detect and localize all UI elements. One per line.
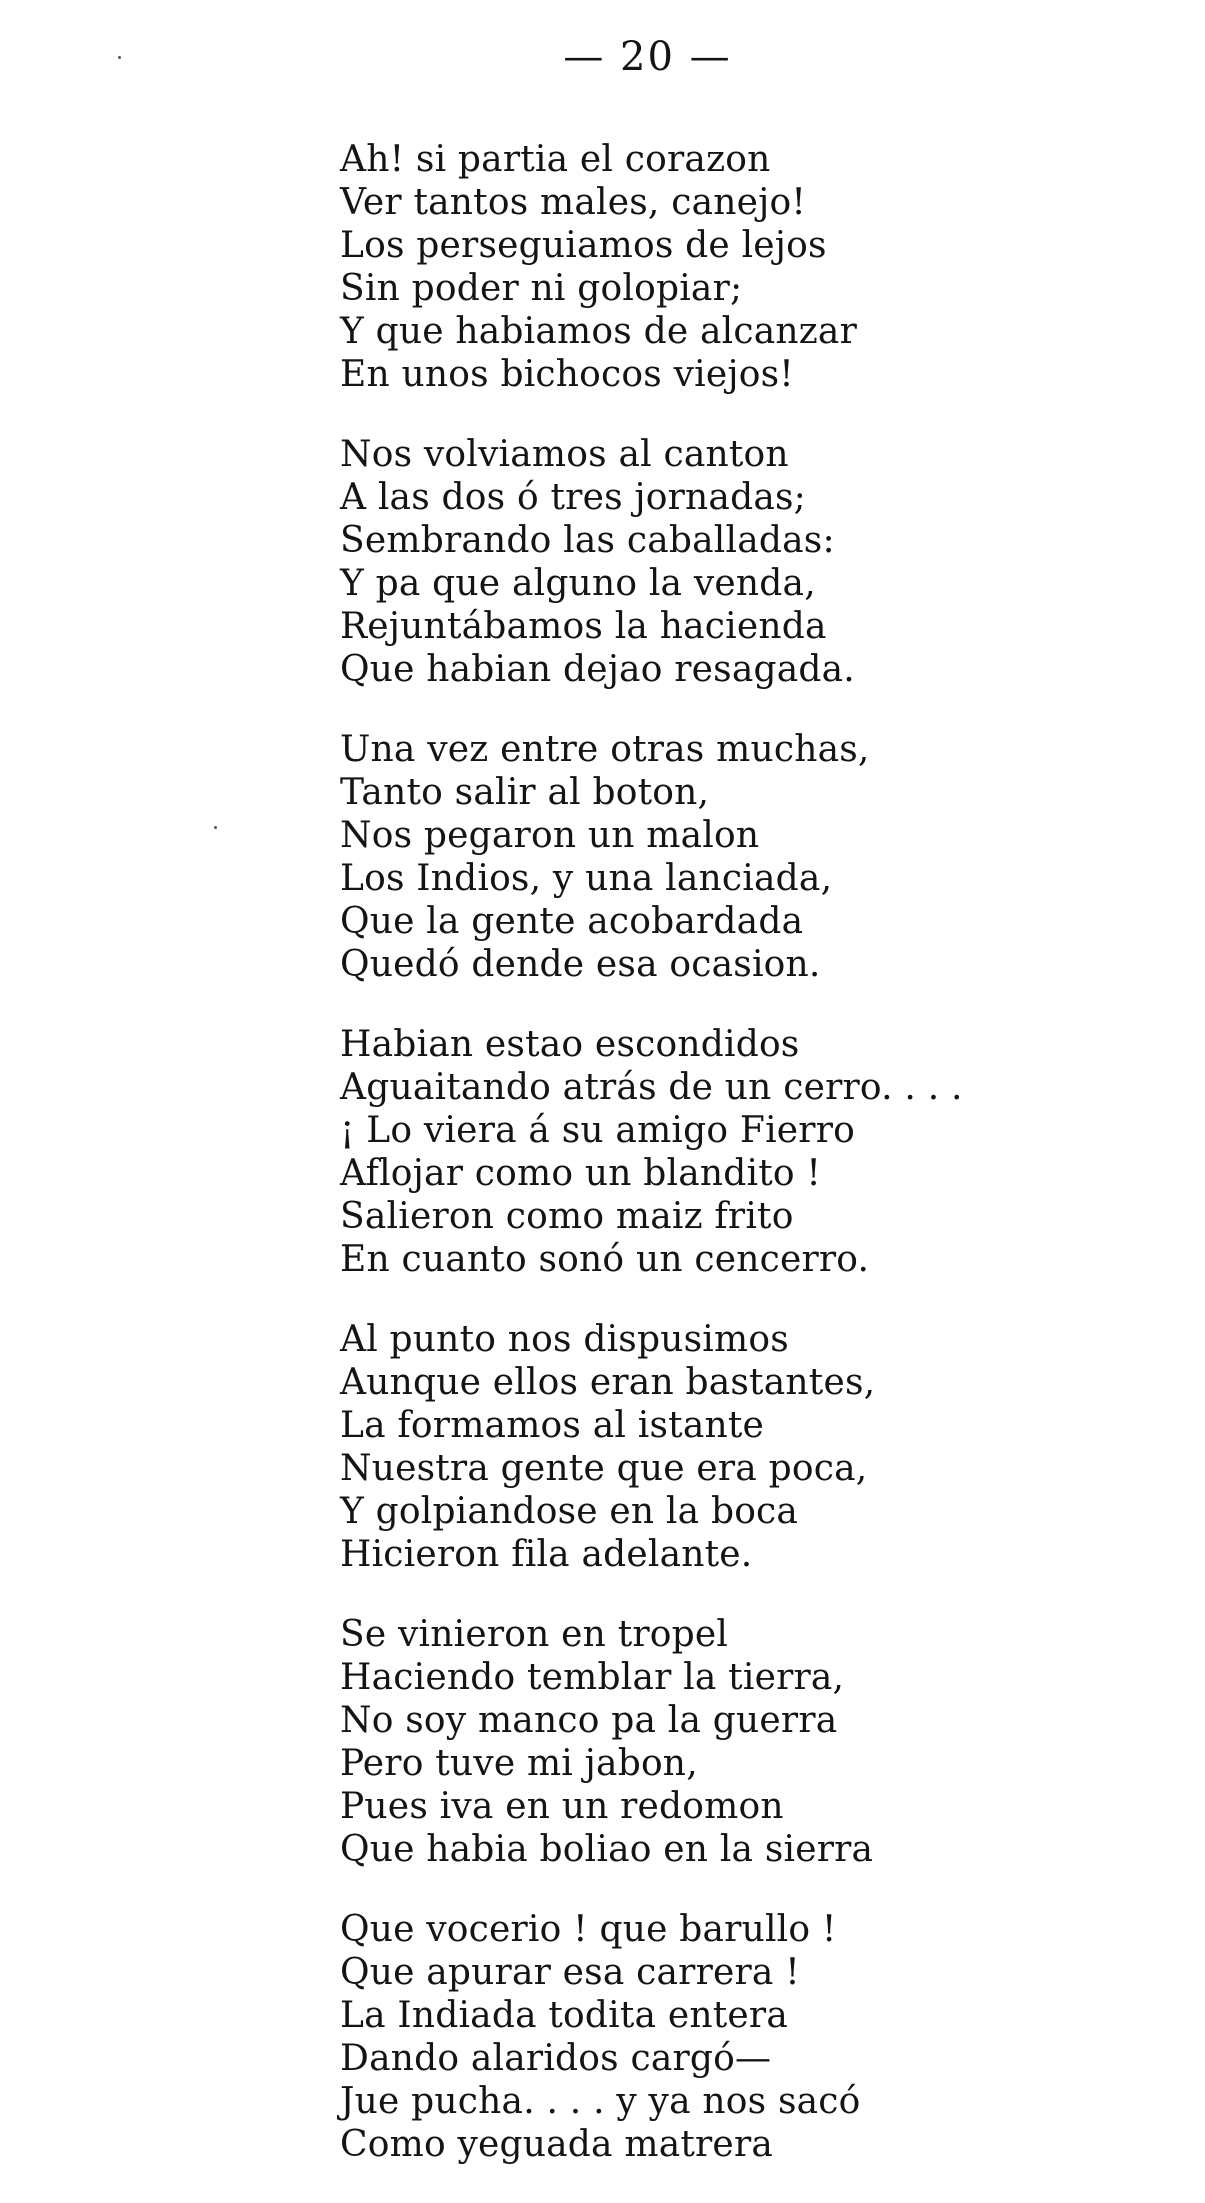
verse-line: Ah! si partia el corazon	[340, 139, 771, 180]
stanza	[340, 1613, 1160, 1871]
verse-line: Nos pegaron un malon	[340, 815, 760, 856]
verse-line: Aflojar como un blandito !	[340, 1153, 822, 1194]
stanza	[340, 728, 1160, 986]
verse-line: Los Indios, y una lanciada,	[340, 858, 833, 899]
verse-line: Nuestra gente que era poca,	[340, 1448, 868, 1489]
verse-line: Y que habiamos de alcanzar	[340, 311, 858, 352]
stanza	[340, 138, 1160, 396]
verse-line: Que habian dejao resagada.	[340, 649, 855, 690]
verse-line: La formamos al istante	[340, 1405, 765, 1446]
stanza	[340, 1023, 1160, 1281]
verse-line: En cuanto sonó un cencerro.	[340, 1239, 870, 1280]
verse-line: Ver tantos males, canejo!	[340, 182, 807, 223]
verse-line: Haciendo temblar la tierra,	[340, 1657, 845, 1698]
verse-line: Pero tuve mi jabon,	[340, 1743, 698, 1784]
verse-line: Sembrando las caballadas:	[340, 520, 835, 561]
verse-line: En unos bichocos viejos!	[340, 354, 794, 395]
verse-line: Quedó dende esa ocasion.	[340, 944, 821, 985]
verse-line: Aunque ellos eran bastantes,	[340, 1362, 876, 1403]
verse-line: Y pa que alguno la venda,	[340, 563, 816, 604]
verse-line: Una vez entre otras muchas,	[340, 729, 870, 770]
verse-line: Nos volviamos al canton	[340, 434, 789, 475]
verse-line: Hicieron fila adelante.	[340, 1534, 753, 1575]
verse-line: Que la gente acobardada	[340, 901, 804, 942]
print-speck	[214, 826, 217, 829]
verse-line: A las dos ó tres jornadas;	[340, 477, 806, 518]
verse-line: Como yeguada matrera	[340, 2124, 774, 2165]
verse-line: Que apurar esa carrera !	[340, 1952, 800, 1993]
stanza	[340, 433, 1160, 691]
verse-line: La Indiada todita entera	[340, 1995, 788, 2036]
poem	[340, 138, 1160, 2203]
stanza	[340, 1318, 1160, 1576]
verse-line: Y golpiandose en la boca	[340, 1491, 799, 1532]
verse-line: No soy manco pa la guerra	[340, 1700, 838, 1741]
verse-line: Salieron como maiz frito	[340, 1196, 794, 1237]
verse-line: Jue pucha. . . . y ya nos sacó	[340, 2081, 861, 2122]
verse-line: Que vocerio ! que barullo !	[340, 1909, 837, 1950]
verse-line: Aguaitando atrás de un cerro. . . .	[340, 1067, 963, 1108]
verse-line: Al punto nos dispusimos	[340, 1319, 789, 1360]
verse-line: Sin poder ni golopiar;	[340, 268, 743, 309]
verse-line: Dando alaridos cargó—	[340, 2038, 772, 2079]
verse-line: Habian estao escondidos	[340, 1024, 800, 1065]
verse-line: Que habia boliao en la sierra	[340, 1829, 874, 1870]
verse-line: Se vinieron en tropel	[340, 1614, 729, 1655]
verse-line: Los perseguiamos de lejos	[340, 225, 827, 266]
page-number: — 20 —	[563, 34, 732, 80]
stanza	[340, 1908, 1160, 2166]
verse-line: Pues iva en un redomon	[340, 1786, 784, 1827]
verse-line: Rejuntábamos la hacienda	[340, 606, 827, 647]
verse-line: Tanto salir al boton,	[340, 772, 710, 813]
verse-line: ¡ Lo viera á su amigo Fierro	[340, 1110, 855, 1151]
